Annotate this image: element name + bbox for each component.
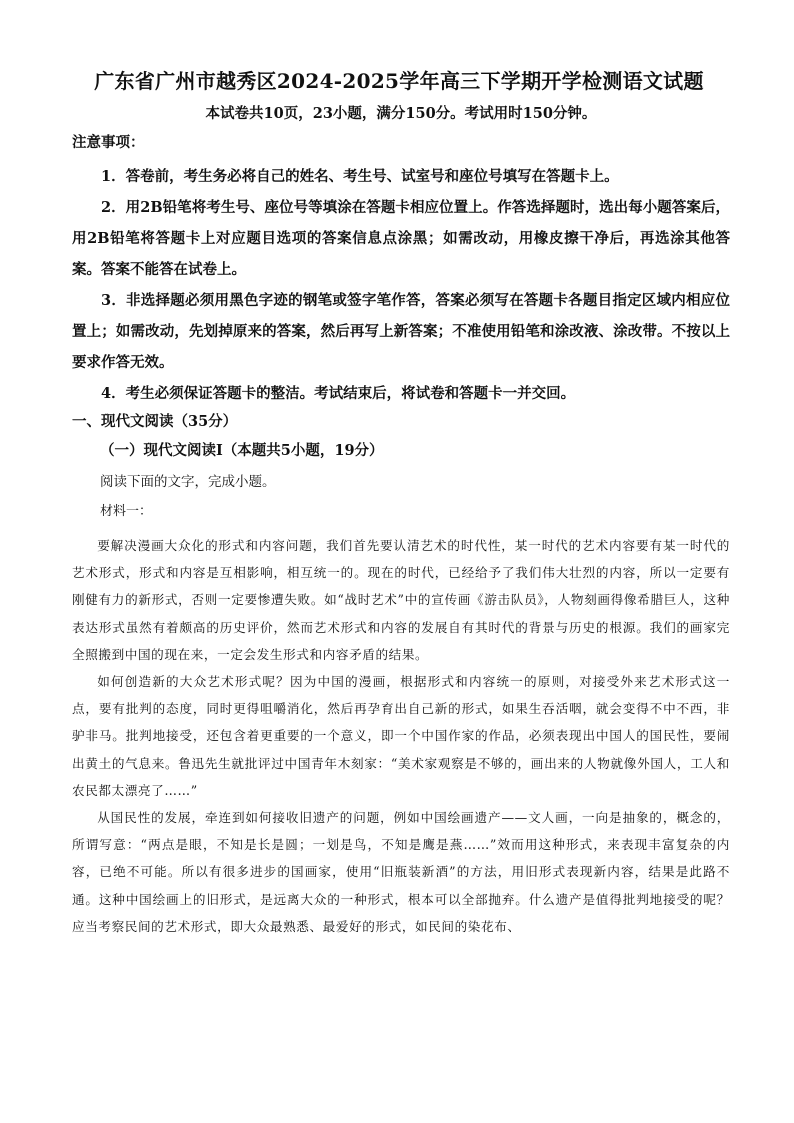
notice-item-1: 1．答卷前，考生务必将自己的姓名、考生号、试室号和座位号填写在答题卡上。 (101, 168, 619, 185)
material-label: 材料一： (100, 504, 153, 519)
notice-item-3: 3．非选择题必须用黑色字迹的钢笔或签字笔作答，答案必须写在答题卡各题目指定区域内相应位置上；如需改动，先划掉原来的答案，然后再写上新答案；不准使用铅笔和涂改液、涂改带。不按以上要求作答无效。 (72, 292, 730, 371)
material-paragraph-3: 从国民性的发展，牵连到如何接收旧遗产的问题，例如中国绘画遗产——文人画，一向是抽象的，概念的，所谓写意：“两点是眼，不知是长是圆；一划是鸟，不知是鹰是燕……”效而用这种形式，来表现丰富复杂的内容，已绝不可能。所以有很多进步的国画家，使用“旧瓶装新酒”的方法，用旧形式表现新内容，结果是此路不通。这种中国绘画上的旧形式，是远离大众的一种形式，根本可以全部抛弃。什么遗产是值得批判地接受的呢？应当考察民间的艺术形式，即大众最熟悉、最爱好的形式，如民间的染花布、 (72, 810, 730, 934)
document-subtitle: 本试卷共10页，23小题，满分150分。考试用时150分钟。 (205, 105, 597, 122)
notice-item-4: 4．考生必须保证答题卡的整洁。考试结束后，将试卷和答题卡一并交回。 (101, 385, 576, 402)
notice-heading: 注意事项： (72, 134, 145, 151)
material-paragraph-2: 如何创造新的大众艺术形式呢？因为中国的漫画，根据形式和内容统一的原则，对接受外来艺术形式这一点，要有批判的态度，同时更得咀嚼消化，然后再孕育出自己新的形式，如果生吞活咽，就会变得不中不西，非驴非马。批判地接受，还包含着更重要的一个意义，即一个中国作家的作品，必须表现出中国人的国民性，要闹出黄土的气息来。鲁迅先生就批评过中国青年木刻家：“美术家观察是不够的，画出来的人物就像外国人，工人和农民都太漂亮了……” (72, 674, 730, 798)
document-title: 广东省广州市越秀区2024-2025学年高三下学期开学检测语文试题 (94, 69, 704, 93)
section-heading: 一、现代文阅读（35分） (72, 413, 238, 430)
material-paragraph-1: 要解决漫画大众化的形式和内容问题，我们首先要认清艺术的时代性，某一时代的艺术内容要有某一时代的艺术形式，形式和内容是互相影响，相互统一的。现在的时代，已经给予了我们伟大壮烈的内容，所以一定要有刚健有力的新形式，否则一定要惨遭失败。如“战时艺术”中的宣传画《游击队员》，人物刻画得像希腊巨人，这种表达形式虽然有着颇高的历史评价，然而艺术形式和内容的发展自有其时代的背景与历史的根源。我们的画家完全照搬到中国的现在来，一定会发生形式和内容矛盾的结果。 (72, 538, 730, 662)
reading-instruction: 阅读下面的文字，完成小题。 (100, 474, 276, 490)
notice-item-2: 2．用2B铅笔将考生号、座位号等填涂在答题卡相应位置上。作答选择题时，选出每小题答案后，用2B铅笔将答题卡上对应题目选项的答案信息点涂黑；如需改动，用橡皮擦干净后，再选涂其他答案。答案不能答在试卷上。 (72, 199, 730, 278)
subsection-heading: （一）现代文阅读Ⅰ（本题共5小题，19分） (100, 442, 384, 459)
